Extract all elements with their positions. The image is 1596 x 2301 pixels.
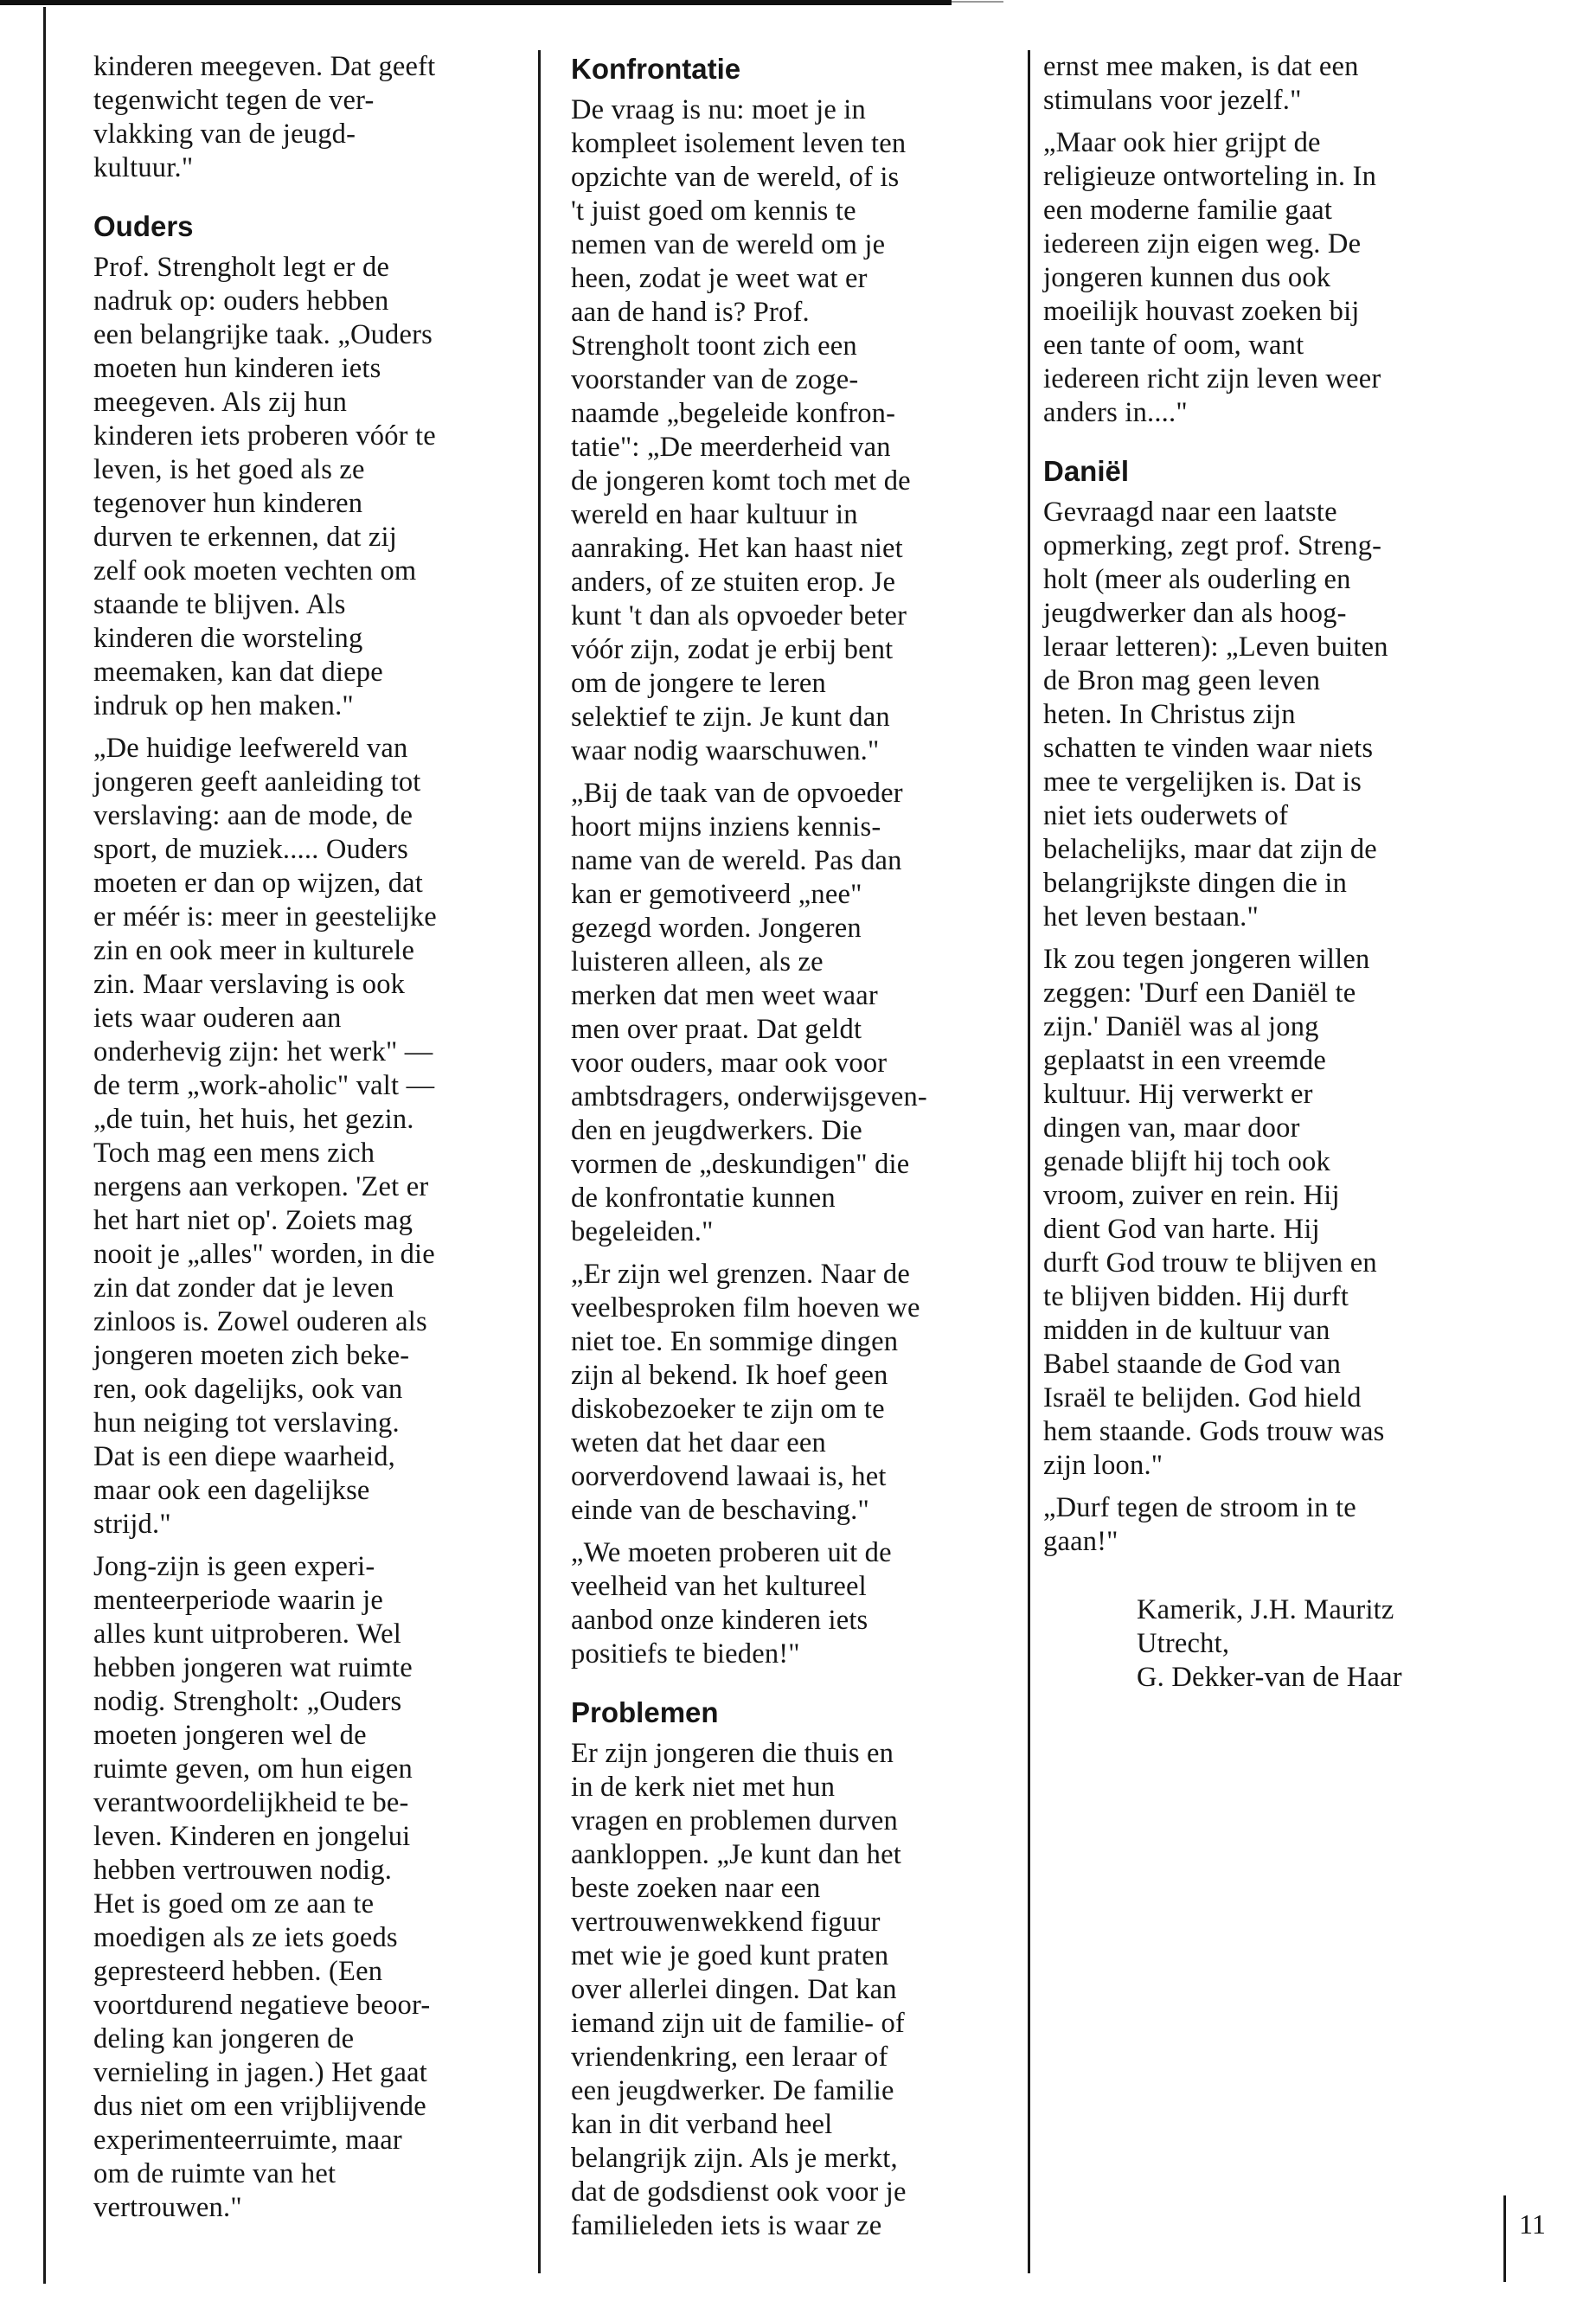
paragraph: Jong-zijn is geen experi- menteerperiode waarin je alles kunt uitproberen. Wel hebben jongeren wat ruimte nodig. Strengholt: „Ouders moeten jongeren wel de ruimte geven, om hun eigen verantwoordelijkheid te be- leven. Kinderen en jongelui hebben vertrouwen nodig. Het is goed om ze aan te moedigen als ze iets goeds gepresteerd hebben. (Een voortdurend negatieve beoor- deling kan jongeren de vernieling in jagen.) Het gaat dus niet om een vrijblijvende experimenteerruimte, maar om de ruimte van het vertrouwen." (93, 1551, 431, 2223)
column-rule-1 (538, 50, 541, 2273)
paragraph: kinderen meegeven. Dat geeft tegenwicht tegen de ver- vlakking van de jeugd- kultuur." (93, 51, 436, 183)
author-signature (1137, 1593, 1493, 1695)
column-2 (571, 50, 1021, 2252)
section-heading: Problemen (571, 1696, 719, 1728)
paragraph: „We moeten proberen uit de veelheid van het kultureel aanbod onze kinderen iets positiefs te bieden!" (571, 1537, 892, 1670)
signature-line: Kamerik, J.H. Mauritz (1137, 1594, 1394, 1625)
paragraph: Gevraagd naar een laatste opmerking, zegt prof. Streng- holt (meer als ouderling en jeugdwerker dan als hoog- leraar letteren): „Leven buiten de Bron mag geen leven heten. In Christus zijn schatten te vinden waar niets mee te vergelijken is. Dat is niet iets ouderwets of belachelijks, maar dat zijn de belangrijkste dingen die in het leven bestaan." (1043, 497, 1388, 933)
paragraph: „Maar ook hier grijpt de religieuze ontworteling in. In een moderne familie gaat iedereen zijn eigen weg. De jongeren kunnen dus ook moeilijk houvast zoeken bij een tante of oom, want iedereen richt zijn leven weer anders in...." (1043, 127, 1381, 428)
section-heading: Daniël (1043, 455, 1130, 487)
paragraph: „Bij de taak van de opvoeder hoort mijns inziens kennis- name van de wereld. Pas dan kan er gemotiveerd „nee" gezegd worden. Jongeren luisteren alleen, als ze merken dat men weet waar men over praat. Dat geldt voor ouders, maar ook voor ambtsdragers, onderwijsgeven- den en jeugdwerkers. Die vormen de „deskundigen" die de konfrontatie kunnen begeleiden." (571, 778, 927, 1247)
top-rule-extension (952, 1, 1003, 3)
signature-line: Utrecht, (1137, 1628, 1230, 1659)
column-3 (1043, 50, 1493, 1695)
top-rule (0, 0, 952, 5)
paragraph: „Er zijn wel grenzen. Naar de veelbesproken film hoeven we niet toe. En sommige dingen zijn al bekend. Ik hoef geen diskobezoeker te zijn om te weten dat het daar een oorverdovend lawaai is, het einde van de beschaving." (571, 1259, 920, 1526)
paragraph: De vraag is nu: moet je in kompleet isolement leven ten opzichte van de wereld, of is 't juist goed om kennis te nemen van de wereld om je heen, zodat je weet wat er aan de hand is? Prof. Strengholt toont zich een voorstander van de zoge- naamde „begeleide konfron- tatie": „De meerderheid van de jongeren komt toch met de wereld en haar kultuur in aanraking. Het kan haast niet anders, of ze stuiten erop. Je kunt 't dan als opvoeder beter vóór zijn, zodat je erbij bent om de jongere te leren selektief te zijn. Je kunt dan waar nodig waarschuwen." (571, 94, 911, 766)
page-number-rule (1503, 2195, 1506, 2282)
paragraph: „Durf tegen de stroom in te gaan!" (1043, 1492, 1356, 1557)
section-heading: Ouders (93, 210, 194, 242)
paragraph: ernst mee maken, is dat een stimulans voor jezelf." (1043, 51, 1359, 116)
paragraph: Er zijn jongeren die thuis en in de kerk niet met hun vragen en problemen durven aankloppen. „Je kunt dan het beste zoeken naar een vertrouwenwekkend figuur met wie je goed kunt praten over allerlei dingen. Dat kan iemand zijn uit de familie- of vriendenkring, een leraar of een jeugdwerker. De familie kan in dit verband heel belangrijk zijn. Als je merkt, dat de godsdienst ook voor je familieleden iets is waar ze (571, 1738, 907, 2241)
page-number: 11 (1519, 2208, 1546, 2240)
signature-line: G. Dekker-van de Haar (1137, 1662, 1402, 1693)
paragraph: Prof. Strengholt legt er de nadruk op: ouders hebben een belangrijke taak. „Ouders moeten hun kinderen iets meegeven. Als zij hun kinderen iets proberen vóór te leven, is het goed als ze tegenover hun kinderen durven te erkennen, dat zij zelf ook moeten vechten om staande te blijven. Als kinderen die worsteling meemaken, kan dat diepe indruk op hen maken." (93, 252, 436, 721)
section-heading: Konfrontatie (571, 53, 741, 85)
column-1 (93, 50, 526, 2234)
column-rule-2 (1028, 50, 1030, 2273)
paragraph: Ik zou tegen jongeren willen zeggen: 'Durf een Daniël te zijn.' Daniël was al jong geplaatst in een vreemde kultuur. Hij verwerkt er dingen van, maar door genade blijft hij toch ook vroom, zuiver en rein. Hij dient God van harte. Hij durft God trouw te blijven en te blijven bidden. Hij durft midden in de kultuur van Babel staande de God van Israël te belijden. God hield hem staande. Gods trouw was zijn loon." (1043, 944, 1385, 1481)
paragraph: „De huidige leefwereld van jongeren geeft aanleiding tot verslaving: aan de mode, de sport, de muziek..... Ouders moeten er dan op wijzen, dat er méér is: meer in geestelijke zin en ook meer in kulturele zin. Maar verslaving is ook iets waar ouderen aan onderhevig zijn: het werk" — de term „work-aholic" valt — „de tuin, het huis, het gezin. Toch mag een mens zich nergens aan verkopen. 'Zet er het hart niet op'. Zoiets mag nooit je „alles" worden, in die zin dat zonder dat je leven zinloos is. Zowel ouderen als jongeren moeten zich beke- ren, ook dagelijks, ook van hun neiging tot verslaving. Dat is een diepe waarheid, maar ook een dagelijkse strijd." (93, 733, 437, 1540)
left-margin-rule (43, 7, 46, 2284)
